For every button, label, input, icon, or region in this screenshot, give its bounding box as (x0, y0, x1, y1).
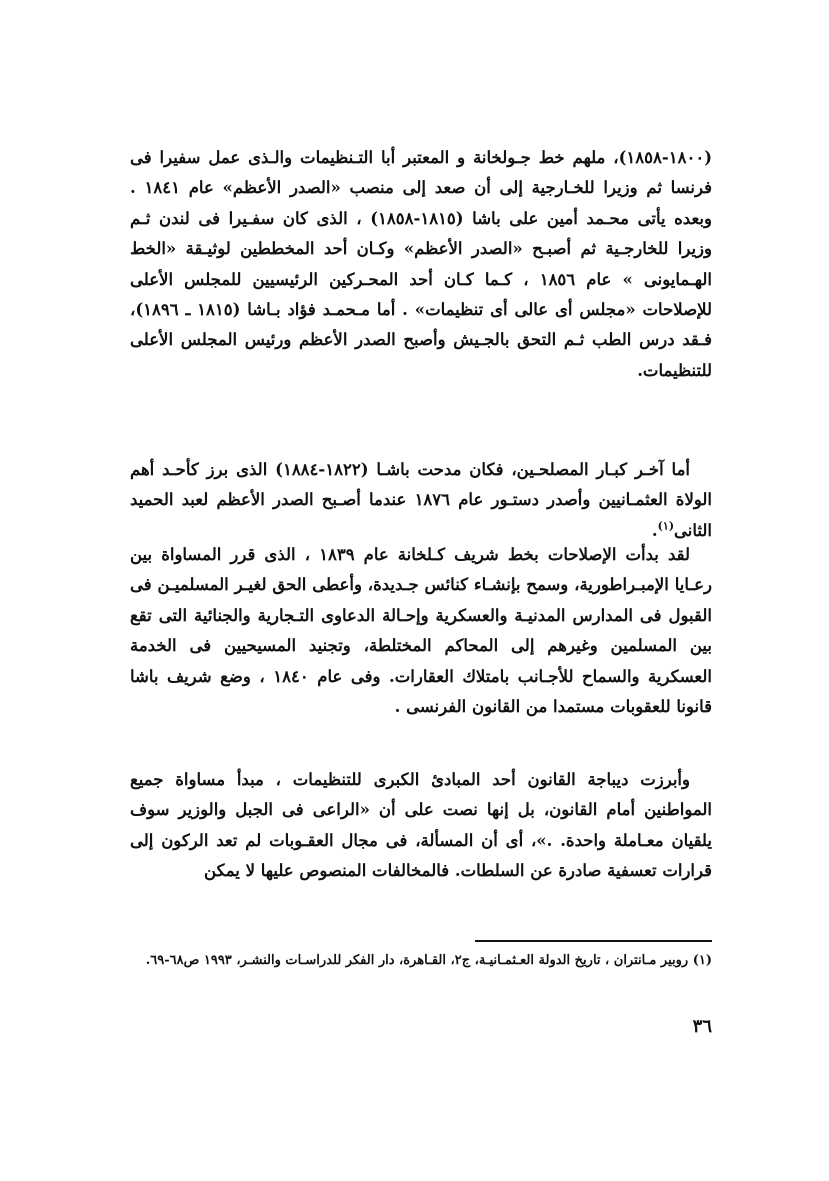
footnote-reference[interactable]: (١) (657, 519, 675, 533)
paragraph-2 (130, 455, 712, 546)
paragraph-1-text: (١٨٠٠-١٨٥٨)، ملهم خط جـولخانة و المعتبر أبا التـنظيمات والـذى عمل سفيرا فى فرنسا ثم وزيرا للخـارجية إلى أن صعد إلى منصب «الصدر الأعظم» عام ١٨٤١ . وبعده يأتى محـمد أمين على باشا (١٨١٥-١٨٥٨) ، الذى كان سفـيرا فى لندن ثـم وزيرا للخارجـية ثم أصبـح «الصدر الأعظم» وكـان أحد المخططين لوثيـقة «الخط الهـمايونى » عام ١٨٥٦ ، كـما كـان أحد المحـركين الرئيسيين للمجلس الأعلى للإصلاحات «مجلس أى عالى أى تنظيمات» . أما مـحمـد فؤاد بـاشا (١٨١٥ ـ ١٨٩٦)، فـقد درس الطب ثـم التحق بالجـيش وأصبح الصدر الأعظم ورئيس المجلس الأعلى للتنظيمات. (130, 148, 712, 380)
paragraph-4-text: وأبرزت ديباجة القانون أحد المبادئ الكبرى للتنظيمات ، مبدأ مساواة جميع المواطنين أمام القانون، بل إنها نصت على أن «الراعى فى الجبل والوزير سوف يلقيان معـاملة واحدة. .»، أى أن المسألة، فى مجال العقـوبات لم تعد الركون إلى قرارات تعسفية صادرة عن السلطات. فالمخالفات المنصوص عليها لا يمكن (130, 770, 712, 881)
footnote-text: (١) روبير مـانتران ، تاريخ الدولة العـثمـانيـة، ج٢، القـاهرة، دار الفكر للدراسـات والنشـر، ١٩٩٣ ص٦٨-٦٩. (145, 953, 712, 968)
paragraph-4 (130, 765, 712, 887)
paragraph-1 (130, 143, 712, 386)
page-number: ٣٦ (692, 1016, 712, 1037)
footnote-divider (475, 940, 712, 942)
footnote (130, 948, 712, 974)
paragraph-2-end: . (651, 520, 658, 540)
paragraph-3-text: لقد بدأت الإصلاحات بخط شريف كـلخانة عام ١٨٣٩ ، الذى قرر المساواة بين رعـايا الإمبـراطورية، وسمح بإنشـاء كنائس جـديدة، وأعطى الحق لغيـر المسلميـن فى القبول فى المدارس المدنيـة والعسكرية وإحـالة الدعاوى التـجارية والجنائية التى تقع بين المسلمين وغيرهم إلى المحاكم المختلطة، وتجنيد المسيحيين فى الخدمة العسكرية والسماح للأجـانب بامتلاك العقارات. وفى عام ١٨٤٠ ، وضع شريف باشا قانونا للعقوبات مستمدا من القانون الفرنسى . (130, 545, 712, 717)
paragraph-3 (130, 540, 712, 722)
paragraph-2-body: أما آخـر كبـار المصلحـين، فكان مدحت باشـا (١٨٢٢-١٨٨٤) الذى برز كأحـد أهم الولاة العثمـانيين وأصدر دستـور عام ١٨٧٦ عندما أصـبح الصدر الأعظم لعبد الحميد الثانى (130, 460, 712, 540)
paragraph-2-text (130, 455, 712, 546)
